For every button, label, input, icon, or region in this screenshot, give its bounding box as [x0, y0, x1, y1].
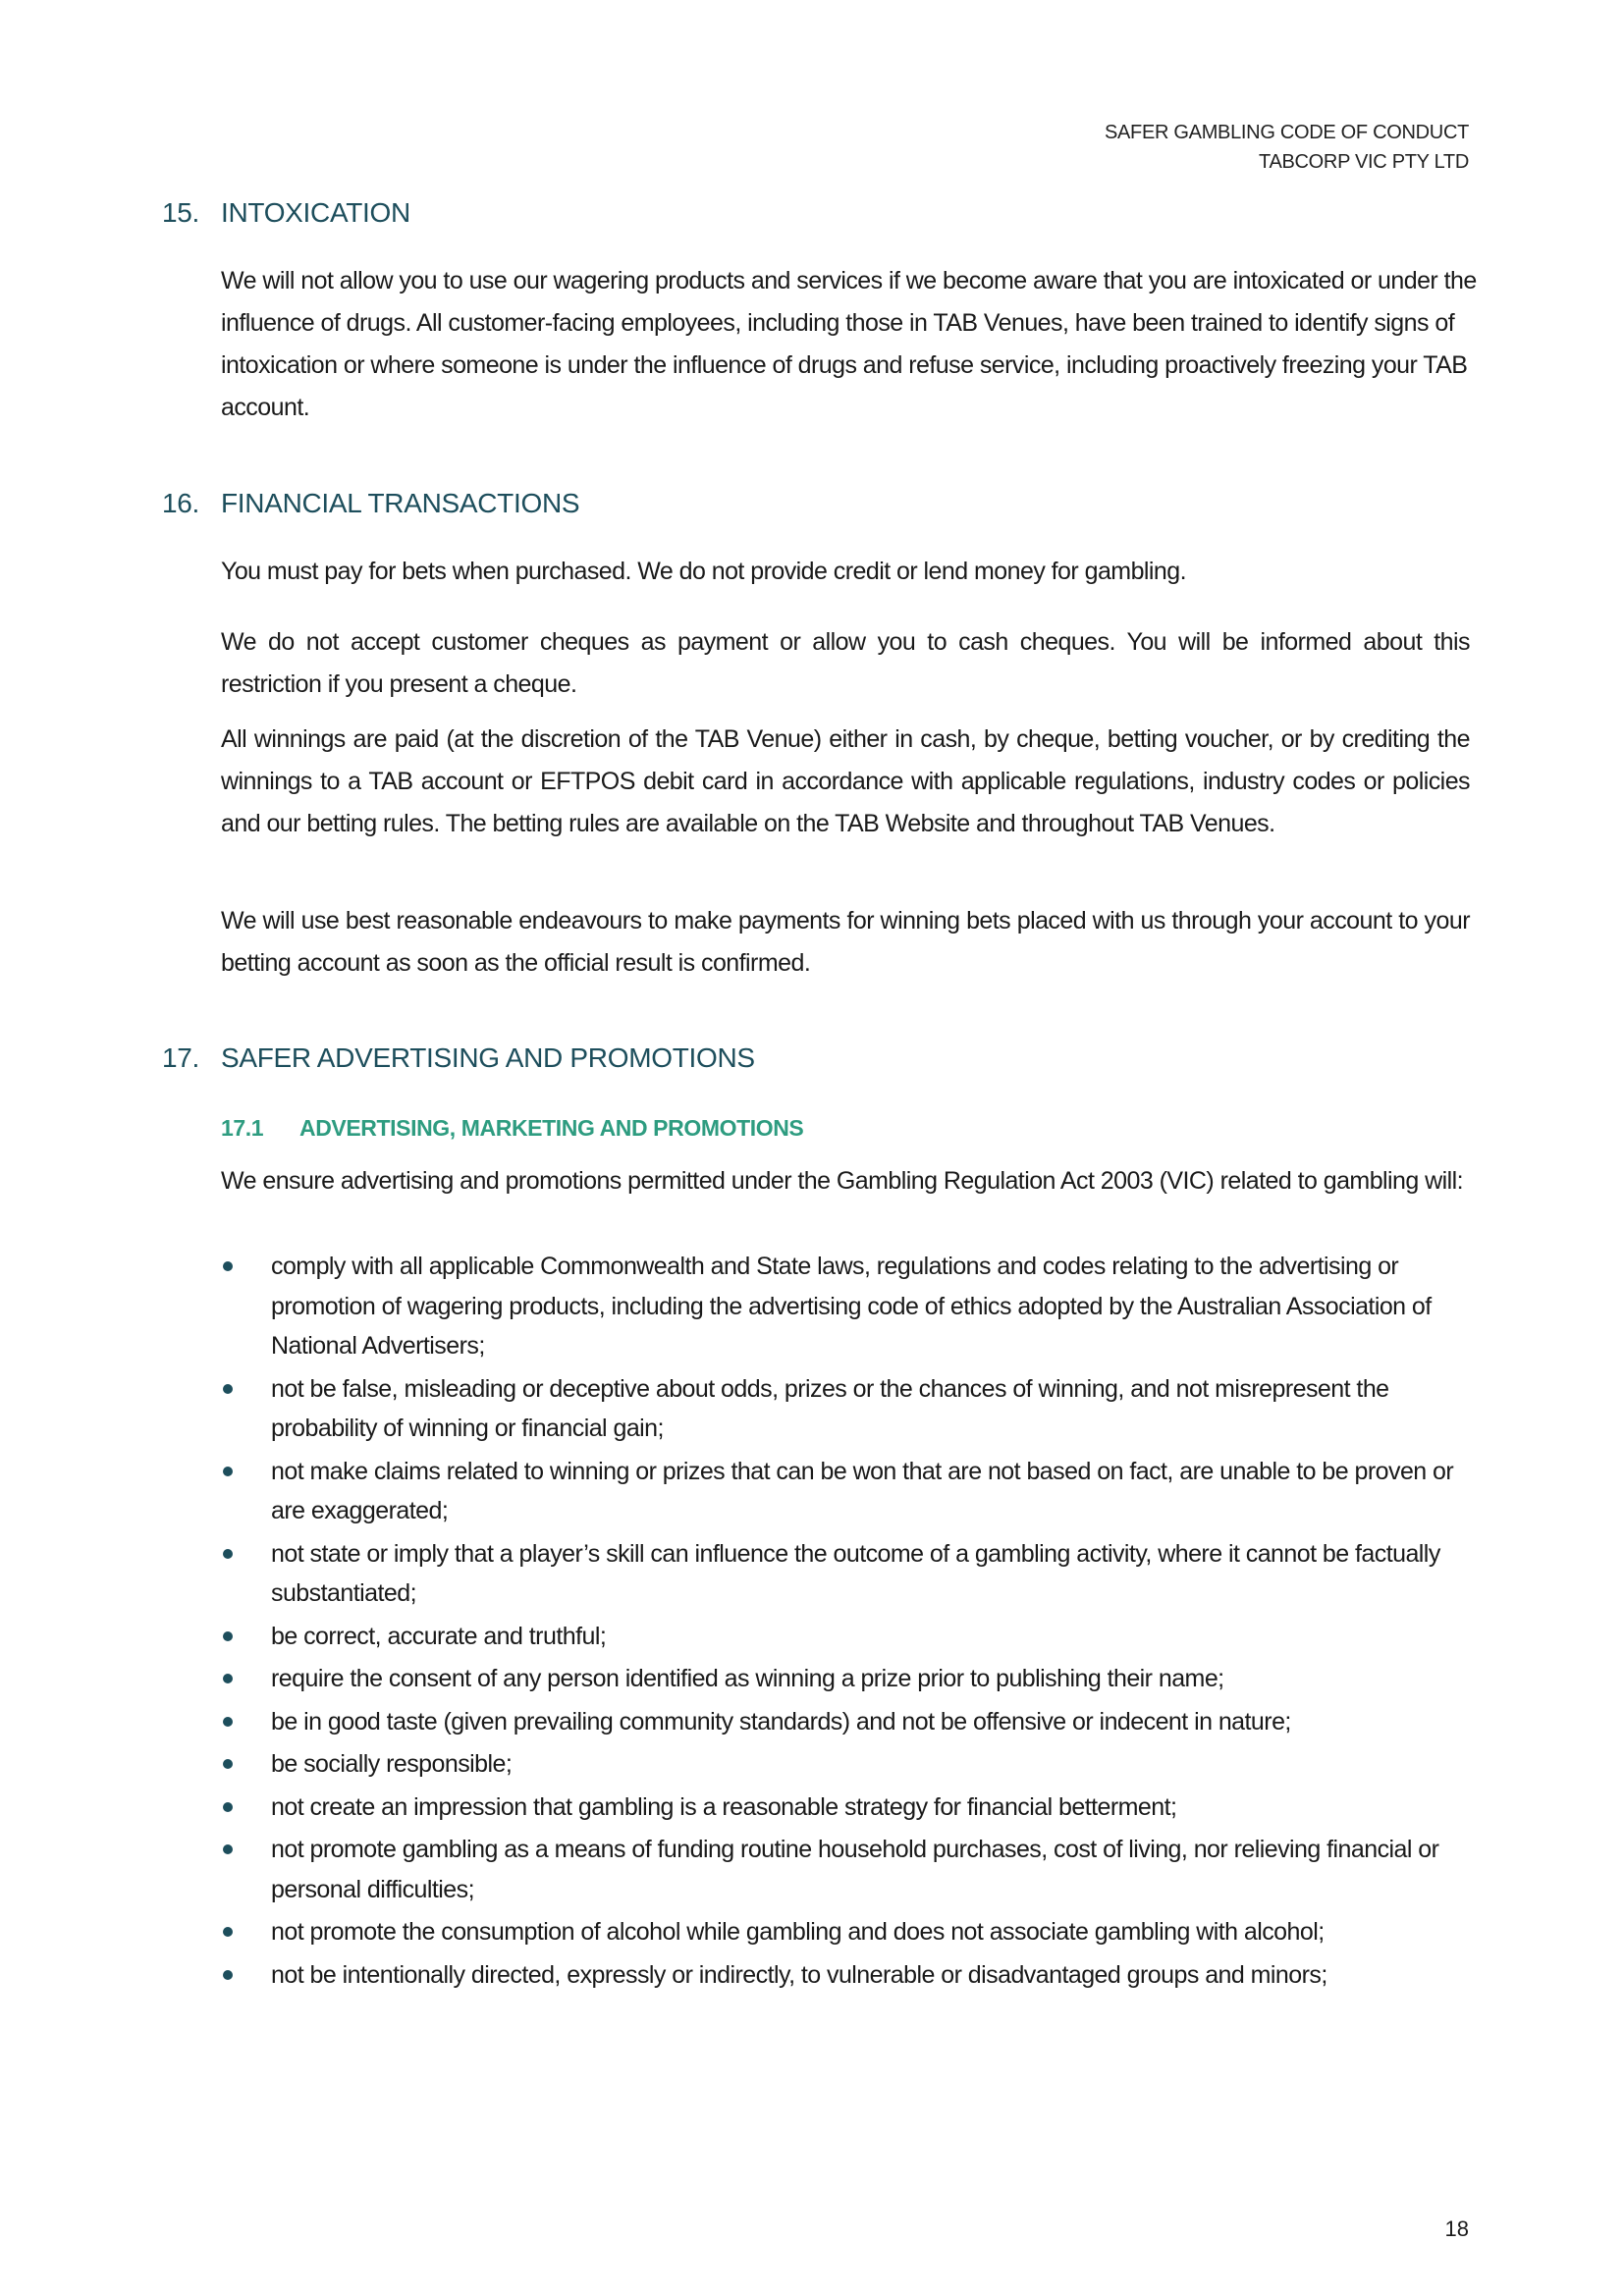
- paragraph: You must pay for bets when purchased. We do not provide credit or lend money for gambling.: [221, 558, 1187, 585]
- bullet-icon: [223, 1384, 233, 1394]
- section-number: 17.: [162, 1042, 200, 1073]
- list-item-text: be in good taste (given prevailing community standards) and not be offensive or indecent in nature;: [271, 1707, 1291, 1735]
- list-item-text: not be false, misleading or deceptive about odds, prizes or the chances of winning, and not misrepresent the probability of winning or financial gain;: [271, 1374, 1389, 1442]
- bullet-icon: [223, 1631, 233, 1641]
- section-title: FINANCIAL TRANSACTIONS: [221, 488, 580, 518]
- list-item-text: be correct, accurate and truthful;: [271, 1622, 607, 1650]
- bullet-icon: [223, 1674, 233, 1683]
- list-item-text: not create an impression that gambling is a reasonable strategy for financial betterment;: [271, 1792, 1177, 1821]
- list-item: [221, 1452, 1470, 1531]
- bullet-icon: [223, 1717, 233, 1727]
- bullet-icon: [223, 1802, 233, 1812]
- bullet-icon: [223, 1549, 233, 1559]
- paragraph: All winnings are paid (at the discretion of the TAB Venue) either in cash, by cheque, betting voucher, or by crediting the winnings to a TAB account or EFTPOS debit card in accordance with applicable regulations, industry codes or policies and our betting rules. The betting rules are available on the TAB Website and throughout TAB Venues.: [221, 725, 1470, 837]
- bullet-icon: [223, 1970, 233, 1980]
- list-item-text: not make claims related to winning or prizes that can be won that are not based on fact, are unable to be proven or are exaggerated;: [271, 1457, 1454, 1524]
- section-number: 15.: [162, 197, 200, 228]
- paragraph: We will use best reasonable endeavours to make payments for winning bets placed with us through your account to your betting account as soon as the official result is confirmed.: [221, 907, 1470, 977]
- page-number: 18: [1444, 2216, 1469, 2241]
- subsection-title: ADVERTISING, MARKETING AND PROMOTIONS: [299, 1115, 804, 1141]
- list-item: [221, 1247, 1470, 1366]
- list-item: [221, 1744, 1470, 1785]
- list-item-text: require the consent of any person identified as winning a prize prior to publishing their name;: [271, 1665, 1224, 1692]
- list-item-text: not promote gambling as a means of funding routine household purchases, cost of living, nor relieving financial or personal difficulties;: [271, 1836, 1439, 1903]
- subsection-17-1-heading: [221, 1115, 803, 1142]
- list-item: [221, 1369, 1470, 1449]
- paragraph: We will not allow you to use our wagering products and services if we become aware that you are intoxicated or under the influence of drugs. All customer-facing employees, including those in TAB Venues, have been trained to identify signs of intoxication or where someone is under the influence of drugs and refuse service, including proactively freezing your TAB account.: [221, 267, 1477, 421]
- bullet-icon: [223, 1261, 233, 1271]
- section-17-heading: [162, 1042, 755, 1074]
- section-title: INTOXICATION: [221, 197, 410, 228]
- list-item-text: comply with all applicable Commonwealth and State laws, regulations and codes relating to the advertising or promotion of wagering products, including the advertising code of ethics adopted by the Australian Association of National Advertisers;: [271, 1253, 1432, 1360]
- header-title: SAFER GAMBLING CODE OF CONDUCT: [1104, 122, 1469, 143]
- list-item: [221, 1534, 1470, 1614]
- paragraph: We do not accept customer cheques as payment or allow you to cash cheques. You will be informed about this restriction if you present a cheque.: [221, 628, 1470, 698]
- bullet-icon: [223, 1759, 233, 1769]
- list-item-text: be socially responsible;: [271, 1750, 513, 1778]
- section-16-heading: [162, 488, 579, 519]
- list-item: [221, 1955, 1470, 1996]
- section-title: SAFER ADVERTISING AND PROMOTIONS: [221, 1042, 755, 1073]
- bullet-icon: [223, 1467, 233, 1476]
- list-item: [221, 1659, 1470, 1699]
- header-company: TABCORP VIC PTY LTD: [1259, 151, 1469, 173]
- bullet-icon: [223, 1927, 233, 1937]
- list-item-text: not state or imply that a player’s skill can influence the outcome of a gambling activity, where it cannot be factually substantiated;: [271, 1539, 1440, 1607]
- section-15-heading: [162, 197, 410, 229]
- section-number: 16.: [162, 488, 200, 518]
- paragraph: We ensure advertising and promotions permitted under the Gambling Regulation Act 2003 (VIC) related to gambling will:: [221, 1167, 1464, 1195]
- list-item: [221, 1830, 1470, 1909]
- list-item: [221, 1912, 1470, 1952]
- subsection-number: 17.1: [221, 1115, 264, 1141]
- running-header: [1105, 118, 1469, 177]
- list-item-text: not be intentionally directed, expressly or indirectly, to vulnerable or disadvantaged groups and minors;: [271, 1960, 1327, 1989]
- list-item: [221, 1702, 1470, 1742]
- bullet-icon: [223, 1844, 233, 1854]
- list-item-text: not promote the consumption of alcohol while gambling and does not associate gambling with alcohol;: [271, 1918, 1325, 1946]
- bullet-list: [221, 1247, 1470, 1998]
- list-item: [221, 1617, 1470, 1657]
- list-item: [221, 1788, 1470, 1828]
